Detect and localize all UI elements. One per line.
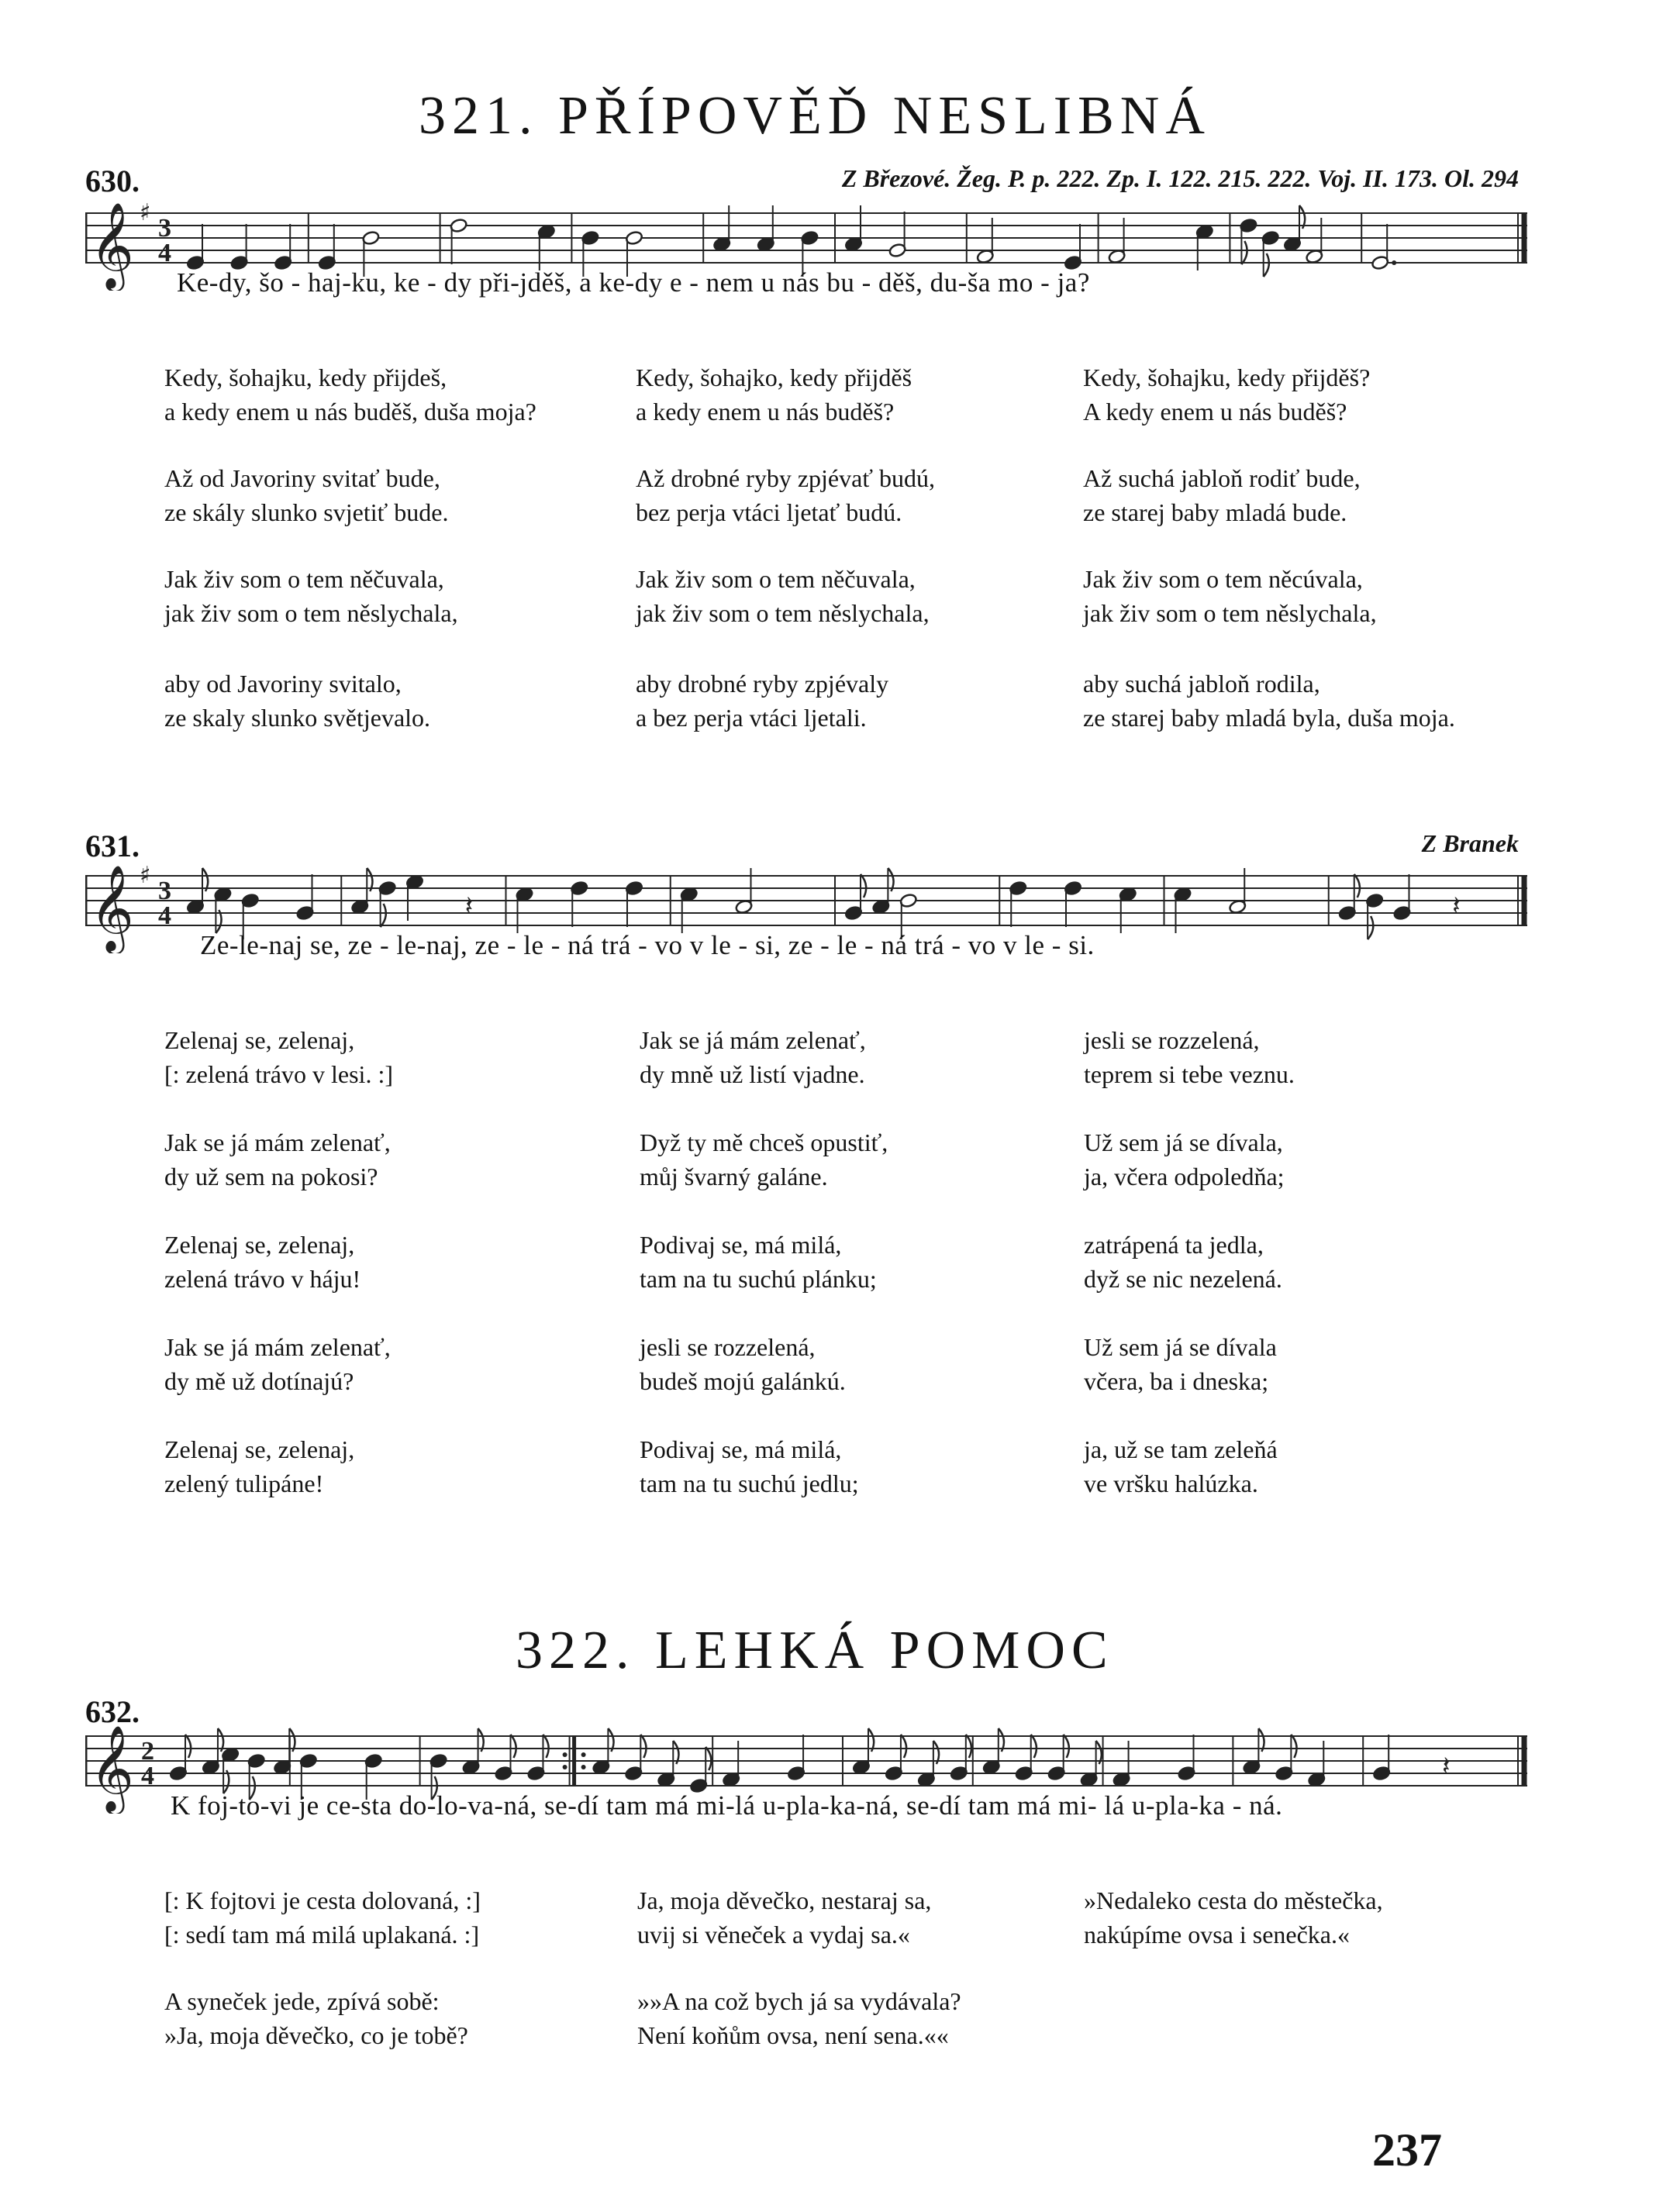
time-sig-bottom: 4 xyxy=(141,1762,154,1790)
note-flag xyxy=(901,1735,906,1758)
verse-632-2-1: A syneček jede, zpívá sobě: »Ja, moja děvečko, co je tobě? xyxy=(164,1987,468,2049)
time-sig-top: 3 xyxy=(158,214,171,243)
repeat-dot xyxy=(581,1752,586,1757)
repeat-dot xyxy=(563,1752,567,1757)
verse-631-3-2: Podivaj se, má milá, tam na tu suchú plánku; xyxy=(640,1231,877,1293)
note-flag xyxy=(1354,874,1360,898)
page-number: 237 xyxy=(1372,2124,1442,2176)
verse-632-1-3: »Nedaleko cesta do městečka, nakúpíme ovsa i senečka.« xyxy=(1084,1886,1383,1948)
verse-631-4-2: jesli se rozzelená, budeš mojú galánkú. xyxy=(640,1333,846,1395)
tune-number-630: 630. xyxy=(85,164,140,198)
verse-630-2-3: Až suchá jabloň rodiť bude, ze starej baby mladá bude. xyxy=(1083,464,1361,526)
note-flag xyxy=(640,1735,646,1758)
verse-630-2-1: Až od Javoriny svitať bude, ze skály slunko svjetiť bude. xyxy=(164,464,449,526)
tune-number-631: 631. xyxy=(85,829,140,863)
note-flag xyxy=(705,1747,711,1770)
quarter-rest: 𝄽 xyxy=(464,891,474,922)
verse-631-4-3: Už sem já se dívala včera, ba i dneska; xyxy=(1084,1333,1277,1395)
verse-631-1-3: jesli se rozzelená, teprem si tebe veznu. xyxy=(1084,1026,1295,1088)
note-flag xyxy=(511,1735,516,1758)
verse-631-1-1: Zelenaj se, zelenaj, [: zelená trávo v lesi. :] xyxy=(164,1026,393,1088)
tune-number-632: 632. xyxy=(85,1694,140,1729)
verse-631-3-1: Zelenaj se, zelenaj, zelená trávo v háju! xyxy=(164,1231,361,1293)
verse-632-1-2: Ja, moja děvečko, nestaraj sa, uvij si věneček a vydaj sa.« xyxy=(637,1886,932,1948)
verse-631-3-3: zatrápená ta jedla, dyž se nic nezelená. xyxy=(1084,1231,1282,1293)
verse-631-5-2: Podivaj se, má milá, tam na tu suchú jedlu; xyxy=(640,1435,859,1497)
time-sig-bottom: 4 xyxy=(158,239,171,267)
note-flag xyxy=(1064,1735,1069,1758)
repeat-dot xyxy=(563,1765,567,1769)
note-flag xyxy=(185,1735,191,1758)
tune-source-631: Z Branek xyxy=(1421,829,1519,857)
verse-630-3-2: Jak živ som o tem něčuvala, jak živ som o tem něslychala, xyxy=(636,565,930,627)
lyrics-632: K foj-to-vi je ce-sta do-lo-va-ná, se-dí tam má mi-lá u-pla-ka-ná, se-dí tam má mi- lá u-pla-ka - ná. xyxy=(171,1790,1283,1821)
verse-631-5-3: ja, už se tam zeleňá ve vršku halúzka. xyxy=(1084,1435,1278,1497)
key-sharp: ♯ xyxy=(140,199,151,226)
time-sig-top: 2 xyxy=(141,1737,154,1766)
verse-630-3-3: Jak živ som o tem něcúvala, jak živ som o tem něslychala, xyxy=(1083,565,1377,627)
verse-630-4-2: aby drobné ryby zpjévaly a bez perja vtáci ljetali. xyxy=(636,670,889,732)
verse-631-2-1: Jak se já mám zelenať, dy už sem na pokosi? xyxy=(164,1128,391,1190)
note-flag xyxy=(1241,241,1247,264)
quarter-rest: 𝄽 xyxy=(1452,891,1461,922)
quarter-rest: 𝄽 xyxy=(1442,1751,1451,1782)
key-sharp: ♯ xyxy=(140,862,151,889)
note-dot xyxy=(1392,260,1396,265)
note-flag xyxy=(543,1735,548,1758)
verse-630-1-3: Kedy, šohajku, kedy přijděš? A kedy enem u nás buděš? xyxy=(1083,363,1371,426)
lyrics-631: Ze-le-naj se, ze - le-naj, ze - le - ná trá - vo v le - si, ze - le - ná trá - vo v le - si. xyxy=(200,930,1095,960)
repeat-dot xyxy=(581,1765,586,1769)
verse-630-2-2: Až drobné ryby zpjévať budú, bez perja vtáci ljetať budú. xyxy=(636,464,935,526)
verse-632-2-2: »»A na což bych já sa vydávala? Není koňům ovsa, není sena.«« xyxy=(637,1987,961,2049)
note-flag xyxy=(1291,1735,1296,1758)
verse-630-1-2: Kedy, šohajko, kedy přijděš a kedy enem u nás buděš? xyxy=(636,363,912,426)
song-title-322: 322. LEHKÁ POMOC xyxy=(516,1621,1114,1680)
song-title-321: 321. PŘÍPOVĚĎ NESLIBNÁ xyxy=(419,86,1211,146)
treble-clef: 𝄞 xyxy=(90,202,134,288)
note-flag xyxy=(861,874,866,898)
note-flag xyxy=(1368,916,1373,939)
verse-630-4-1: aby od Javoriny svitalo, ze skaly slunko světjevalo. xyxy=(164,670,431,732)
note-flag xyxy=(966,1735,971,1758)
verse-631-5-1: Zelenaj se, zelenaj, zelený tulipáne! xyxy=(164,1435,355,1497)
verse-630-4-3: aby suchá jabloň rodila, ze starej baby mladá byla, duša moja. xyxy=(1083,670,1455,732)
note-flag xyxy=(381,904,386,927)
verse-631-1-2: Jak se já mám zelenať, dy mně už listí vjadne. xyxy=(640,1026,866,1088)
verse-631-2-3: Už sem já se dívala, ja, včera odpoledňa; xyxy=(1084,1128,1285,1190)
note-flag xyxy=(1264,253,1269,277)
time-sig-bottom: 4 xyxy=(158,901,171,930)
verse-630-1-1: Kedy, šohajku, kedy přijdeš, a kedy enem u nás buděš, duša moja? xyxy=(164,363,536,426)
lyrics-630: Ke-dy, šo - haj-ku, ke - dy při-jděš, a ke-dy e - nem u nás bu - děš, du-ša mo - ja? xyxy=(177,267,1090,298)
treble-clef: 𝄞 xyxy=(90,1724,134,1811)
verse-631-2-2: Dyž ty mě chceš opustiť, můj švarný galáne. xyxy=(640,1128,888,1190)
verse-630-3-1: Jak živ som o tem něčuvala, jak živ som o tem něslychala, xyxy=(164,565,458,627)
verse-632-1-1: [: K fojtovi je cesta dolovaná, :] [: sedí tam má milá uplakaná. :] xyxy=(164,1886,481,1948)
time-sig-top: 3 xyxy=(158,877,171,905)
tune-source-630: Z Březové. Žeg. P. p. 222. Zp. I. 122. 215. 222. Voj. II. 173. Ol. 294 xyxy=(841,164,1519,192)
treble-clef: 𝄞 xyxy=(90,864,134,951)
note-flag xyxy=(1031,1735,1037,1758)
verse-631-4-1: Jak se já mám zelenať, dy mě už dotínajú? xyxy=(164,1333,391,1395)
